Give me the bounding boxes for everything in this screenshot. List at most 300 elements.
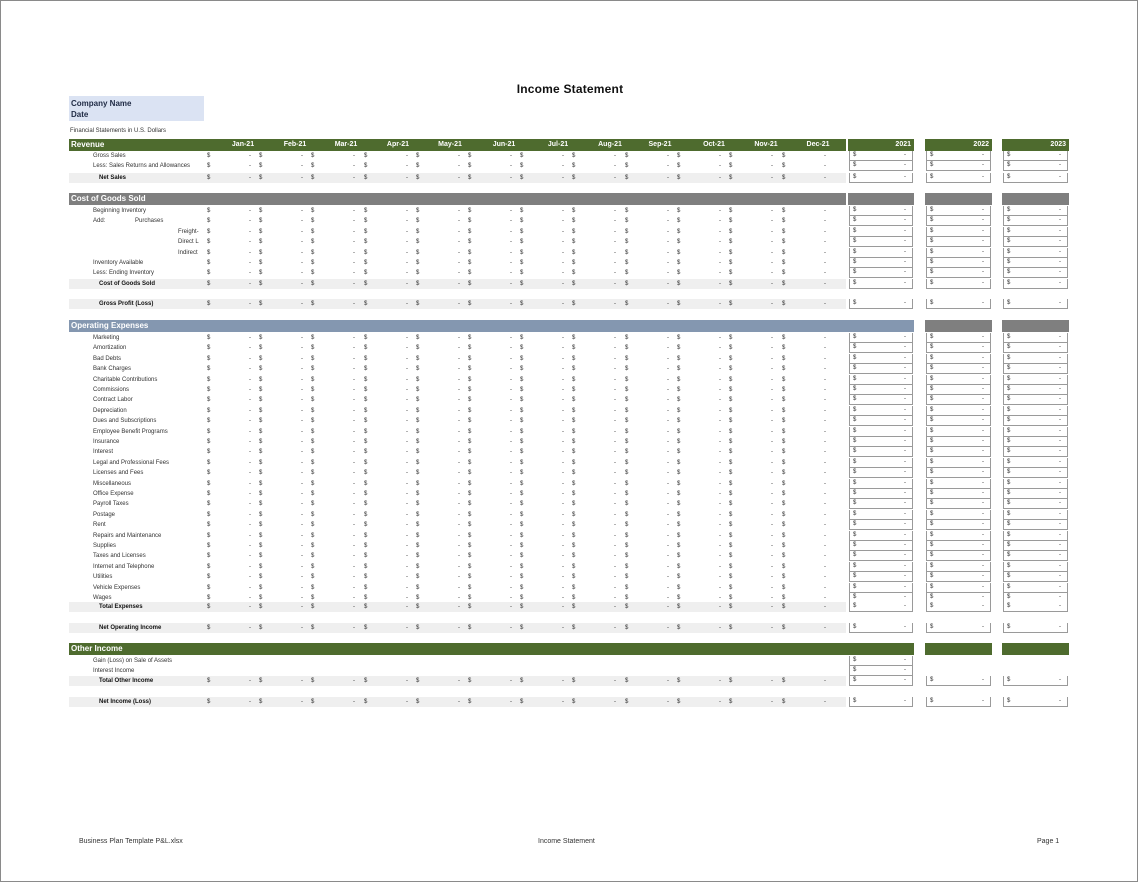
year-value-cell[interactable] [1003,216,1068,226]
year-value-cell[interactable] [849,499,913,509]
month-value-cell[interactable]: - [458,174,460,181]
month-value-cell[interactable]: - [562,153,564,159]
year-value-cell[interactable] [849,437,913,447]
month-value-cell[interactable]: - [301,376,303,383]
year-value-cell[interactable] [926,489,991,499]
month-value-cell[interactable]: - [458,574,460,581]
year-value-cell[interactable] [849,676,913,686]
month-value-cell[interactable]: - [667,418,669,425]
year-value-cell[interactable] [1003,161,1068,171]
year-value-cell[interactable] [1003,237,1068,247]
month-value-cell[interactable]: - [353,532,355,539]
year-value-cell[interactable] [1003,258,1068,268]
month-value-cell[interactable]: - [771,407,773,414]
year-value-cell[interactable] [849,697,913,707]
month-value-cell[interactable]: - [249,228,251,235]
year-value-cell[interactable] [926,364,991,374]
month-value-cell[interactable]: - [458,522,460,529]
month-value-cell[interactable]: - [667,678,669,684]
month-value-cell[interactable]: - [824,480,826,487]
year-value-cell[interactable] [926,227,991,237]
year-value-cell[interactable] [926,499,991,509]
month-value-cell[interactable]: - [301,449,303,456]
month-value-cell[interactable]: - [510,511,512,518]
month-value-cell[interactable]: - [614,553,616,560]
month-value-cell[interactable]: - [406,366,408,373]
month-value-cell[interactable]: - [249,355,251,362]
month-value-cell[interactable]: - [510,584,512,591]
year-value-cell[interactable] [926,427,991,437]
month-value-cell[interactable]: - [406,174,408,181]
year-value-cell[interactable] [849,666,913,676]
month-value-cell[interactable]: - [719,208,721,214]
month-value-cell[interactable]: - [249,260,251,266]
month-value-cell[interactable]: - [353,355,355,362]
month-value-cell[interactable]: - [406,407,408,414]
month-value-cell[interactable]: - [249,470,251,477]
month-value-cell[interactable]: - [562,407,564,414]
month-value-cell[interactable]: - [771,501,773,508]
month-value-cell[interactable]: - [353,153,355,159]
month-value-cell[interactable]: - [771,678,773,684]
year-value-cell[interactable] [849,364,913,374]
month-value-cell[interactable]: - [353,553,355,560]
month-value-cell[interactable]: - [667,625,669,631]
year-value-cell[interactable] [1003,279,1068,289]
month-value-cell[interactable]: - [249,153,251,159]
month-value-cell[interactable]: - [249,174,251,181]
month-value-cell[interactable]: - [614,366,616,373]
year-value-cell[interactable] [926,572,991,582]
month-value-cell[interactable]: - [771,366,773,373]
month-value-cell[interactable]: - [301,553,303,560]
month-value-cell[interactable]: - [824,491,826,497]
month-value-cell[interactable]: - [562,699,564,705]
month-value-cell[interactable]: - [406,459,408,466]
month-value-cell[interactable]: - [614,511,616,518]
month-value-cell[interactable]: - [458,407,460,414]
year-value-cell[interactable] [849,299,913,309]
month-value-cell[interactable]: - [510,397,512,404]
month-value-cell[interactable]: - [719,604,721,611]
month-value-cell[interactable]: - [614,678,616,684]
month-value-cell[interactable]: - [510,174,512,181]
month-value-cell[interactable]: - [249,480,251,487]
year-value-cell[interactable] [849,583,913,593]
month-value-cell[interactable]: - [667,407,669,414]
year-value-cell[interactable] [1003,551,1068,561]
month-value-cell[interactable]: - [771,439,773,445]
month-value-cell[interactable]: - [667,563,669,570]
month-value-cell[interactable]: - [824,543,826,549]
month-value-cell[interactable]: - [719,366,721,373]
month-value-cell[interactable]: - [510,459,512,466]
month-value-cell[interactable]: - [614,280,616,287]
month-value-cell[interactable]: - [614,532,616,539]
month-value-cell[interactable]: - [249,376,251,383]
month-value-cell[interactable]: - [562,439,564,445]
year-value-cell[interactable] [849,458,913,468]
month-value-cell[interactable]: - [614,345,616,352]
month-value-cell[interactable]: - [562,501,564,508]
month-value-cell[interactable]: - [353,604,355,611]
month-value-cell[interactable]: - [719,543,721,549]
month-value-cell[interactable]: - [353,387,355,393]
month-value-cell[interactable]: - [249,345,251,352]
year-value-cell[interactable] [926,279,991,289]
month-value-cell[interactable]: - [824,270,826,277]
year-value-cell[interactable] [849,385,913,395]
month-value-cell[interactable]: - [353,407,355,414]
month-value-cell[interactable]: - [353,501,355,508]
month-value-cell[interactable]: - [667,218,669,225]
month-value-cell[interactable]: - [824,335,826,341]
month-value-cell[interactable]: - [614,470,616,477]
month-value-cell[interactable]: - [353,397,355,404]
year-value-cell[interactable] [926,406,991,416]
month-value-cell[interactable]: - [667,335,669,341]
month-value-cell[interactable]: - [614,153,616,159]
month-value-cell[interactable]: - [719,228,721,235]
month-value-cell[interactable]: - [406,491,408,497]
year-value-cell[interactable] [849,520,913,530]
month-value-cell[interactable]: - [301,397,303,404]
month-value-cell[interactable]: - [719,459,721,466]
year-value-cell[interactable] [926,468,991,478]
month-value-cell[interactable]: - [301,439,303,445]
month-value-cell[interactable]: - [458,595,460,601]
month-value-cell[interactable]: - [719,501,721,508]
month-value-cell[interactable]: - [458,511,460,518]
year-value-cell[interactable] [926,531,991,541]
month-value-cell[interactable]: - [406,387,408,393]
month-value-cell[interactable]: - [771,163,773,170]
month-value-cell[interactable]: - [510,532,512,539]
month-value-cell[interactable]: - [719,439,721,445]
month-value-cell[interactable]: - [458,280,460,287]
month-value-cell[interactable]: - [824,428,826,435]
month-value-cell[interactable]: - [458,301,460,307]
month-value-cell[interactable]: - [614,563,616,570]
year-value-cell[interactable] [1003,468,1068,478]
month-value-cell[interactable]: - [719,699,721,705]
year-value-cell[interactable] [849,406,913,416]
year-value-cell[interactable] [926,237,991,247]
month-value-cell[interactable]: - [301,387,303,393]
year-value-cell[interactable] [849,602,913,612]
month-value-cell[interactable]: - [249,532,251,539]
month-value-cell[interactable]: - [771,387,773,393]
month-value-cell[interactable]: - [719,301,721,307]
month-value-cell[interactable]: - [771,522,773,529]
month-value-cell[interactable]: - [406,260,408,266]
month-value-cell[interactable]: - [771,345,773,352]
year-value-cell[interactable] [1003,583,1068,593]
month-value-cell[interactable]: - [353,418,355,425]
month-value-cell[interactable]: - [301,280,303,287]
month-value-cell[interactable]: - [406,280,408,287]
year-value-cell[interactable] [1003,151,1068,161]
month-value-cell[interactable]: - [249,249,251,256]
month-value-cell[interactable]: - [510,439,512,445]
month-value-cell[interactable]: - [824,584,826,591]
month-value-cell[interactable]: - [614,239,616,246]
month-value-cell[interactable]: - [719,678,721,684]
month-value-cell[interactable]: - [458,604,460,611]
month-value-cell[interactable]: - [249,418,251,425]
year-value-cell[interactable] [849,551,913,561]
year-value-cell[interactable] [1003,333,1068,343]
month-value-cell[interactable]: - [406,678,408,684]
month-value-cell[interactable]: - [719,260,721,266]
month-value-cell[interactable]: - [614,260,616,266]
month-value-cell[interactable]: - [824,163,826,170]
month-value-cell[interactable]: - [301,595,303,601]
month-value-cell[interactable]: - [771,249,773,256]
month-value-cell[interactable]: - [406,574,408,581]
month-value-cell[interactable]: - [719,574,721,581]
month-value-cell[interactable]: - [719,335,721,341]
year-value-cell[interactable] [926,173,991,183]
month-value-cell[interactable]: - [562,208,564,214]
month-value-cell[interactable]: - [667,387,669,393]
year-value-cell[interactable] [849,541,913,551]
month-value-cell[interactable]: - [301,270,303,277]
month-value-cell[interactable]: - [406,480,408,487]
month-value-cell[interactable]: - [824,459,826,466]
year-value-cell[interactable] [1003,343,1068,353]
month-value-cell[interactable]: - [249,239,251,246]
month-value-cell[interactable]: - [771,470,773,477]
month-value-cell[interactable]: - [510,270,512,277]
month-value-cell[interactable]: - [667,280,669,287]
month-value-cell[interactable]: - [406,428,408,435]
month-value-cell[interactable]: - [667,699,669,705]
month-value-cell[interactable]: - [458,418,460,425]
year-value-cell[interactable] [849,268,913,278]
month-value-cell[interactable]: - [406,625,408,631]
month-value-cell[interactable]: - [406,163,408,170]
month-value-cell[interactable]: - [353,470,355,477]
month-value-cell[interactable]: - [667,439,669,445]
month-value-cell[interactable]: - [353,595,355,601]
month-value-cell[interactable]: - [458,678,460,684]
month-value-cell[interactable]: - [249,625,251,631]
month-value-cell[interactable]: - [510,604,512,611]
month-value-cell[interactable]: - [719,563,721,570]
month-value-cell[interactable]: - [719,376,721,383]
month-value-cell[interactable]: - [562,260,564,266]
month-value-cell[interactable]: - [562,301,564,307]
year-value-cell[interactable] [849,216,913,226]
year-value-cell[interactable] [1003,541,1068,551]
month-value-cell[interactable]: - [301,604,303,611]
month-value-cell[interactable]: - [353,491,355,497]
month-value-cell[interactable]: - [771,218,773,225]
month-value-cell[interactable]: - [301,459,303,466]
month-value-cell[interactable]: - [562,428,564,435]
month-value-cell[interactable]: - [301,511,303,518]
month-value-cell[interactable]: - [301,239,303,246]
month-value-cell[interactable]: - [249,459,251,466]
month-value-cell[interactable]: - [406,239,408,246]
month-value-cell[interactable]: - [719,163,721,170]
year-value-cell[interactable] [849,479,913,489]
month-value-cell[interactable]: - [562,280,564,287]
month-value-cell[interactable]: - [458,335,460,341]
month-value-cell[interactable]: - [510,239,512,246]
month-value-cell[interactable]: - [719,553,721,560]
month-value-cell[interactable]: - [301,522,303,529]
month-value-cell[interactable]: - [667,532,669,539]
month-value-cell[interactable]: - [406,501,408,508]
month-value-cell[interactable]: - [824,345,826,352]
month-value-cell[interactable]: - [771,174,773,181]
month-value-cell[interactable]: - [301,345,303,352]
month-value-cell[interactable]: - [824,397,826,404]
month-value-cell[interactable]: - [510,301,512,307]
month-value-cell[interactable]: - [353,584,355,591]
month-value-cell[interactable]: - [562,584,564,591]
month-value-cell[interactable]: - [824,604,826,611]
month-value-cell[interactable]: - [667,449,669,456]
month-value-cell[interactable]: - [301,584,303,591]
month-value-cell[interactable]: - [458,470,460,477]
month-value-cell[interactable]: - [824,218,826,225]
year-value-cell[interactable] [849,206,913,216]
month-value-cell[interactable]: - [353,174,355,181]
month-value-cell[interactable]: - [510,470,512,477]
year-value-cell[interactable] [849,248,913,258]
year-value-cell[interactable] [926,151,991,161]
month-value-cell[interactable]: - [249,163,251,170]
year-value-cell[interactable] [849,333,913,343]
month-value-cell[interactable]: - [353,335,355,341]
month-value-cell[interactable]: - [824,574,826,581]
month-value-cell[interactable]: - [353,563,355,570]
month-value-cell[interactable]: - [771,584,773,591]
year-value-cell[interactable] [849,161,913,171]
month-value-cell[interactable]: - [719,511,721,518]
month-value-cell[interactable]: - [667,174,669,181]
month-value-cell[interactable]: - [458,449,460,456]
month-value-cell[interactable]: - [301,480,303,487]
month-value-cell[interactable]: - [667,355,669,362]
month-value-cell[interactable]: - [353,522,355,529]
month-value-cell[interactable]: - [719,470,721,477]
month-value-cell[interactable]: - [249,595,251,601]
month-value-cell[interactable]: - [406,595,408,601]
month-value-cell[interactable]: - [824,228,826,235]
month-value-cell[interactable]: - [824,563,826,570]
month-value-cell[interactable]: - [510,355,512,362]
month-value-cell[interactable]: - [406,543,408,549]
month-value-cell[interactable]: - [667,163,669,170]
month-value-cell[interactable]: - [562,355,564,362]
month-value-cell[interactable]: - [614,625,616,631]
month-value-cell[interactable]: - [458,428,460,435]
month-value-cell[interactable]: - [353,270,355,277]
year-value-cell[interactable] [926,354,991,364]
month-value-cell[interactable]: - [667,376,669,383]
month-value-cell[interactable]: - [614,270,616,277]
year-value-cell[interactable] [926,447,991,457]
month-value-cell[interactable]: - [667,270,669,277]
month-value-cell[interactable]: - [249,366,251,373]
month-value-cell[interactable]: - [301,153,303,159]
month-value-cell[interactable]: - [562,218,564,225]
month-value-cell[interactable]: - [510,366,512,373]
month-value-cell[interactable]: - [510,163,512,170]
month-value-cell[interactable]: - [510,625,512,631]
year-value-cell[interactable] [926,479,991,489]
month-value-cell[interactable]: - [458,563,460,570]
year-value-cell[interactable] [1003,572,1068,582]
year-value-cell[interactable] [849,375,913,385]
month-value-cell[interactable]: - [771,397,773,404]
month-value-cell[interactable]: - [614,335,616,341]
month-value-cell[interactable]: - [510,553,512,560]
month-value-cell[interactable]: - [719,584,721,591]
month-value-cell[interactable]: - [562,491,564,497]
month-value-cell[interactable]: - [562,543,564,549]
month-value-cell[interactable]: - [771,335,773,341]
month-value-cell[interactable]: - [406,699,408,705]
month-value-cell[interactable]: - [249,543,251,549]
month-value-cell[interactable]: - [249,553,251,560]
month-value-cell[interactable]: - [510,407,512,414]
year-value-cell[interactable] [1003,676,1068,686]
month-value-cell[interactable]: - [614,449,616,456]
month-value-cell[interactable]: - [614,208,616,214]
month-value-cell[interactable]: - [562,470,564,477]
month-value-cell[interactable]: - [353,449,355,456]
month-value-cell[interactable]: - [406,228,408,235]
month-value-cell[interactable]: - [249,280,251,287]
month-value-cell[interactable]: - [771,228,773,235]
month-value-cell[interactable]: - [562,553,564,560]
month-value-cell[interactable]: - [667,543,669,549]
year-value-cell[interactable] [1003,427,1068,437]
month-value-cell[interactable]: - [353,218,355,225]
month-value-cell[interactable]: - [667,228,669,235]
month-value-cell[interactable]: - [510,249,512,256]
month-value-cell[interactable]: - [614,699,616,705]
month-value-cell[interactable]: - [667,239,669,246]
year-value-cell[interactable] [1003,227,1068,237]
year-value-cell[interactable] [849,227,913,237]
year-value-cell[interactable] [849,489,913,499]
month-value-cell[interactable]: - [510,153,512,159]
month-value-cell[interactable]: - [667,301,669,307]
month-value-cell[interactable]: - [562,174,564,181]
year-value-cell[interactable] [1003,354,1068,364]
month-value-cell[interactable]: - [719,218,721,225]
month-value-cell[interactable]: - [719,407,721,414]
month-value-cell[interactable]: - [301,699,303,705]
year-value-cell[interactable] [849,258,913,268]
month-value-cell[interactable]: - [458,532,460,539]
month-value-cell[interactable]: - [771,574,773,581]
month-value-cell[interactable]: - [719,153,721,159]
month-value-cell[interactable]: - [301,355,303,362]
month-value-cell[interactable]: - [771,449,773,456]
month-value-cell[interactable]: - [824,625,826,631]
year-value-cell[interactable] [1003,479,1068,489]
month-value-cell[interactable]: - [614,595,616,601]
month-value-cell[interactable]: - [510,501,512,508]
month-value-cell[interactable]: - [301,428,303,435]
